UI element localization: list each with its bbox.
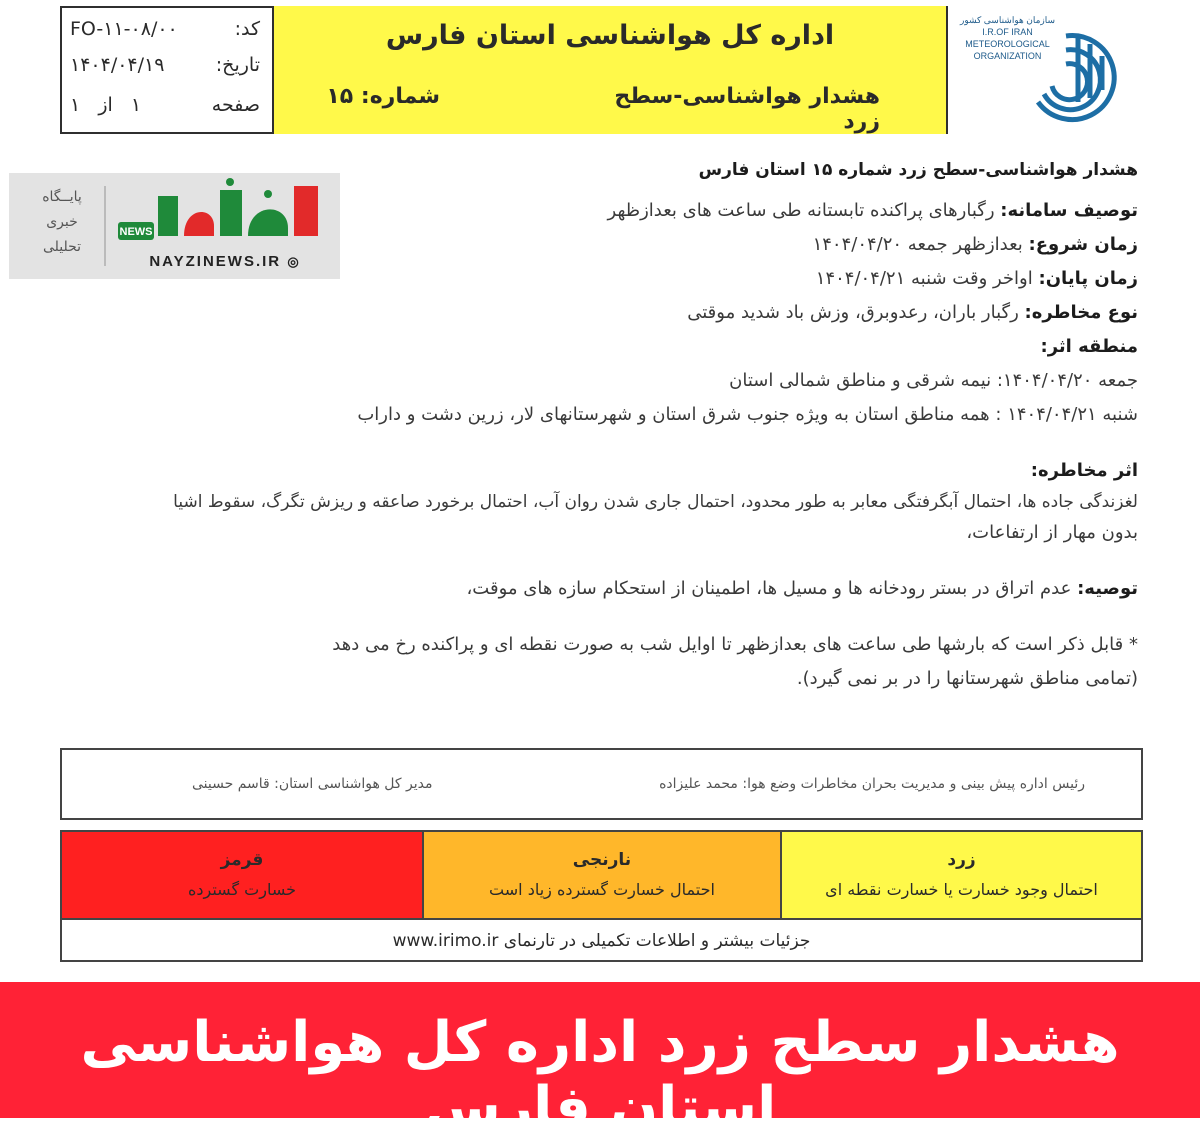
badge-divider xyxy=(104,186,106,266)
code-value: FO-۱۱-۰۸/۰۰ xyxy=(70,18,178,40)
meta-date-row xyxy=(70,54,260,76)
start-value: بعدازظهر جمعه ۱۴۰۴/۰۴/۲۰ xyxy=(812,234,1023,255)
badge-url-text: NAYZINEWS.IR xyxy=(149,253,282,270)
advice-value: عدم اتراق در بستر رودخانه ها و مسیل ها، اطمینان از استحکام سازه های موقت، xyxy=(466,578,1072,599)
end-row xyxy=(816,268,1138,289)
badge-line-3: تحلیلی xyxy=(42,239,82,255)
code-label: کد: xyxy=(234,18,260,40)
note-line-2: (تمامی مناطق شهرستانها را در بر نمی گیرد). xyxy=(796,668,1138,689)
logo-caption xyxy=(950,14,1065,62)
warning-level-legend xyxy=(60,830,1143,962)
area-label: منطقه اثر: xyxy=(1040,336,1138,357)
body-heading: هشدار هواشناسی-سطح زرد شماره ۱۵ استان فارس xyxy=(698,160,1138,180)
logo-line-1: I.R.OF IRAN xyxy=(982,27,1033,37)
legend-orange xyxy=(422,832,782,918)
document-title: اداره کل هواشناسی استان فارس xyxy=(385,20,835,51)
start-row xyxy=(813,234,1138,255)
hazard-row xyxy=(687,302,1138,323)
system-row xyxy=(608,200,1138,221)
warning-level-title: هشدار هواشناسی-سطح زرد xyxy=(614,84,880,134)
impact-line-2: بدون مهار از ارتفاعات، xyxy=(966,522,1138,543)
page-label: صفحه xyxy=(211,94,260,116)
logo-line-2: METEOROLOGICAL xyxy=(965,39,1050,49)
hazard-value: رگبار باران، رعدوبرق، وزش باد شدید موقتی xyxy=(687,302,1019,323)
advice-label: توصیه: xyxy=(1077,578,1138,599)
badge-line-2: خبری xyxy=(46,214,78,230)
area-line-2: شنبه ۱۴۰۴/۰۴/۲۱ : همه مناطق استان به ویژه جنوب شرق استان و شهرستانهای لار، زرین دشت و داراب xyxy=(357,404,1138,425)
signature-box xyxy=(60,748,1143,820)
impact-label: اثر مخاطره: xyxy=(1030,460,1138,481)
legend-yellow-title: زرد xyxy=(947,850,976,870)
date-value: ۱۴۰۴/۰۴/۱۹ xyxy=(70,54,165,76)
date-label: تاریخ: xyxy=(215,54,260,76)
system-value: رگبارهای پراکنده تابستانه طی ساعت های بعدازظهر xyxy=(607,200,995,221)
warning-number: شماره: ۱۵ xyxy=(326,84,440,109)
legend-yellow xyxy=(782,832,1141,918)
news-tag: NEWS xyxy=(119,226,153,238)
end-value: اواخر وقت شنبه ۱۴۰۴/۰۴/۲۱ xyxy=(815,268,1033,289)
legend-yellow-desc: احتمال وجود خسارت یا خسارت نقطه ای xyxy=(825,880,1098,899)
impact-line-1: لغزندگی جاده ها، احتمال آبگرفتگی معابر به طور محدود، احتمال جاری شدن روان آب، احتمال برخورد صاعقه و ریزش تگرگ، سقوط اشیا xyxy=(173,492,1138,512)
advice-row xyxy=(467,578,1139,599)
headline-text: هشدار سطح زرد اداره کل هواشناسی استان فارس xyxy=(80,1010,1120,1140)
legend-red-title: قرمز xyxy=(220,850,264,870)
start-label: زمان شروع: xyxy=(1028,234,1138,255)
area-line-1: جمعه ۱۴۰۴/۰۴/۲۰: نیمه شرقی و مناطق شمالی استان xyxy=(729,370,1138,391)
legend-red xyxy=(62,832,422,918)
signature-forecast-head: رئیس اداره پیش بینی و مدیریت بحران مخاطرات وضع هوا: محمد علیزاده xyxy=(659,776,1085,792)
globe-icon: ◎ xyxy=(287,254,301,269)
legend-red-desc: خسارت گسترده xyxy=(188,880,296,899)
system-label: توصیف سامانه: xyxy=(1000,200,1138,221)
end-label: زمان پایان: xyxy=(1038,268,1138,289)
page-value: ۱ از ۱ xyxy=(70,94,142,116)
badge-side-text xyxy=(22,185,102,260)
legend-orange-title: نارنجی xyxy=(572,850,632,870)
signature-director: مدیر کل هواشناسی استان: قاسم حسینی xyxy=(192,776,433,792)
header-meta xyxy=(60,6,272,134)
meta-page-row xyxy=(70,94,260,116)
meta-code-row xyxy=(70,18,260,40)
logo-line-fa: سازمان هواشناسی کشور xyxy=(959,15,1056,25)
nazinews-logo xyxy=(118,176,330,246)
note-line-1: * قابل ذکر است که بارشها طی ساعت های بعدازظهر تا اوایل شب به صورت نقطه ای و پراکنده رخ می دهد xyxy=(332,634,1138,655)
legend-orange-desc: احتمال خسارت گسترده زیاد است xyxy=(489,880,715,899)
logo-line-3: ORGANIZATION xyxy=(973,51,1042,61)
hazard-label: نوع مخاطره: xyxy=(1024,302,1138,323)
legend-footer: جزئیات بیشتر و اطلاعات تکمیلی در تارنمای www.irimo.ir xyxy=(62,918,1141,962)
badge-line-1: پایــگاه xyxy=(42,189,82,205)
badge-url xyxy=(120,253,330,270)
